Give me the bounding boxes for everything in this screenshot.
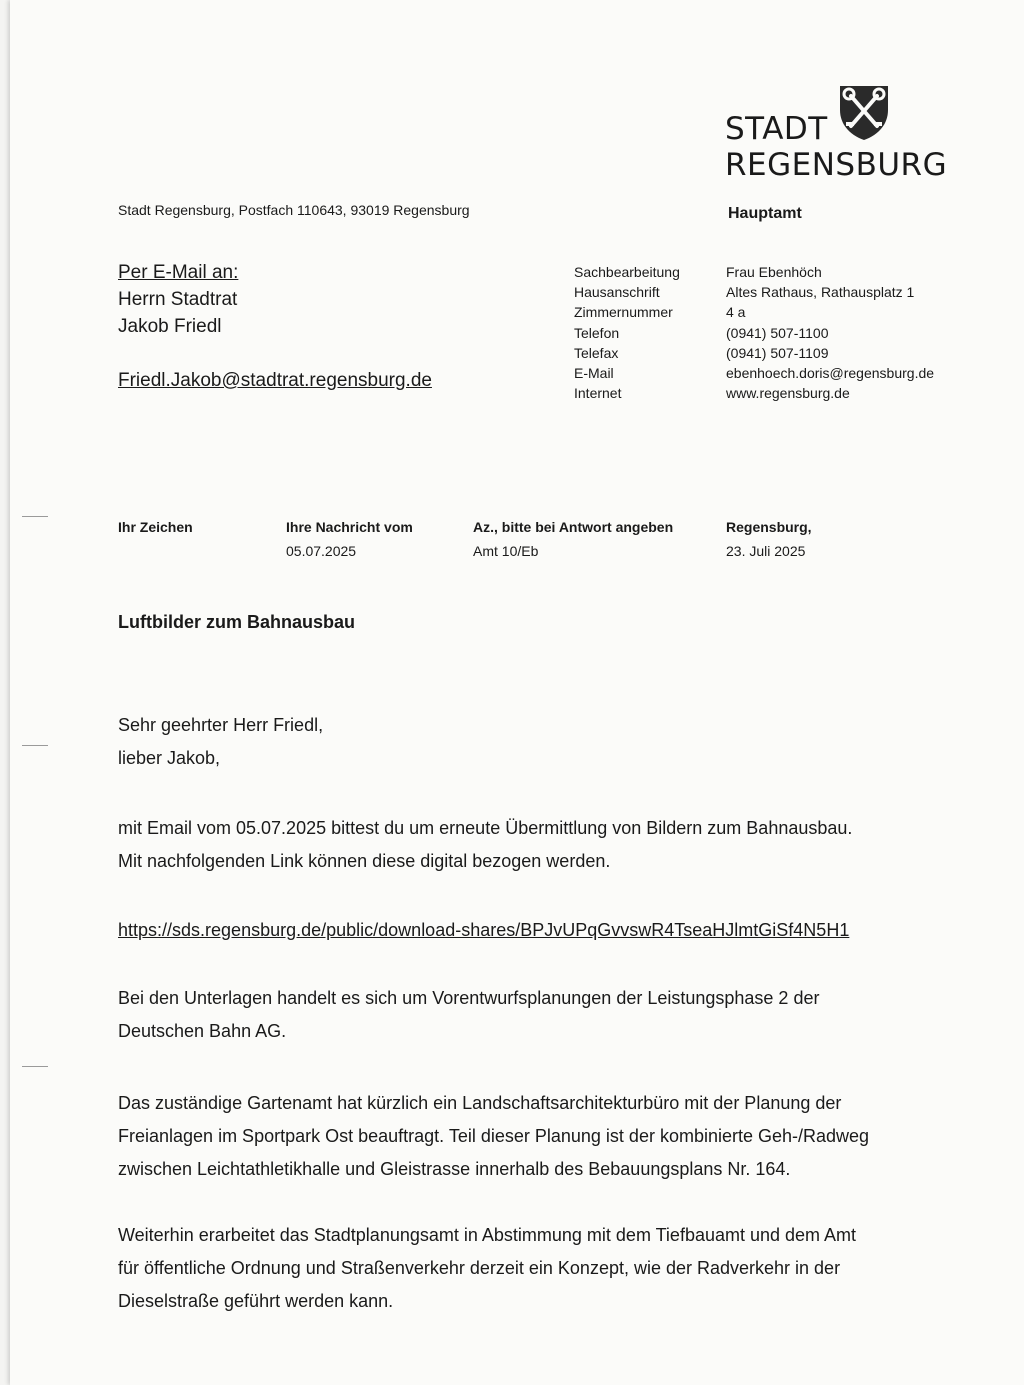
fold-mark xyxy=(22,516,48,517)
paragraph-3-line: Freianlagen im Sportpark Ost beauftragt. Teil dieser Planung ist der kombinierte Geh-/Radweg xyxy=(118,1126,870,1146)
ref-az-label: Az., bitte bei Antwort angeben xyxy=(473,519,674,535)
recipient-email-link[interactable]: Friedl.Jakob@stadtrat.regensburg.de xyxy=(118,370,432,391)
contact-label: Telefon xyxy=(574,324,620,341)
ref-nachricht-date: 05.07.2025 xyxy=(286,543,357,559)
paragraph-3-line: Das zuständige Gartenamt hat kürzlich ein Landschaftsarchitekturbüro mit der Planung der xyxy=(118,1093,842,1113)
paragraph-3-line: zwischen Leichtathletikhalle und Gleistrasse innerhalb des Bebauungsplans Nr. 164. xyxy=(118,1159,791,1179)
contact-label: Sachbearbeitung xyxy=(574,264,680,280)
contact-value-phone: (0941) 507-1100 xyxy=(726,324,829,341)
ref-letter-date: 23. Juli 2025 xyxy=(726,543,806,559)
paragraph-2-line: Bei den Unterlagen handelt es sich um Vorentwurfsplanungen der Leistungsphase 2 der xyxy=(118,988,820,1008)
download-share-link[interactable]: https://sds.regensburg.de/public/download-shares/BPJvUPqGvvswR4TseaHJlmtGiSf4N5H1 xyxy=(118,920,850,940)
letter-page xyxy=(10,0,1024,1385)
contact-value-website[interactable]: www.regensburg.de xyxy=(726,385,850,402)
fold-mark xyxy=(22,1066,48,1067)
contact-label: Zimmernummer xyxy=(574,304,673,321)
contact-label: Telefax xyxy=(574,344,619,361)
department-name: Hauptamt xyxy=(728,205,802,222)
ref-place: Regensburg, xyxy=(726,519,812,535)
salutation-informal: lieber Jakob, xyxy=(118,748,221,768)
fold-mark xyxy=(22,745,48,746)
paragraph-4-line: Dieselstraße geführt werden kann. xyxy=(118,1291,394,1311)
contact-values xyxy=(726,262,934,403)
contact-label: Internet xyxy=(574,385,622,402)
recipient-via: Per E-Mail an: xyxy=(118,262,239,283)
regensburg-seal-icon xyxy=(836,80,892,142)
paragraph-2-line: Deutschen Bahn AG. xyxy=(118,1021,287,1041)
contact-value-room: 4 a xyxy=(726,304,746,321)
paragraph-1-line: mit Email vom 05.07.2025 bittest du um erneute Übermittlung von Bildern zum Bahnausbau. xyxy=(118,818,853,838)
contact-labels xyxy=(574,262,680,403)
paragraph-4-line: für öffentliche Ordnung und Straßenverkehr derzeit ein Konzept, wie der Radverkehr in der xyxy=(118,1258,841,1278)
contact-label: E-Mail xyxy=(574,365,614,382)
contact-label: Hausanschrift xyxy=(574,284,660,301)
paragraph-4-line: Weiterhin erarbeitet das Stadtplanungsamt in Abstimmung mit dem Tiefbauamt und dem Amt xyxy=(118,1225,857,1245)
logo-stadt: STADT xyxy=(725,111,828,147)
contact-value-name: Frau Ebenhöch xyxy=(726,264,822,280)
ref-nachricht-label: Ihre Nachricht vom xyxy=(286,519,413,535)
logo-regensburg: REGENSBURG xyxy=(725,147,948,183)
letter-subject: Luftbilder zum Bahnausbau xyxy=(118,612,356,632)
contact-value-address: Altes Rathaus, Rathausplatz 1 xyxy=(726,284,915,301)
salutation-formal: Sehr geehrter Herr Friedl, xyxy=(118,715,324,735)
ref-az-value: Amt 10/Eb xyxy=(473,543,539,559)
recipient-title: Herrn Stadtrat xyxy=(118,289,238,310)
ref-ihr-zeichen-label: Ihr Zeichen xyxy=(118,519,193,535)
contact-value-fax: (0941) 507-1109 xyxy=(726,344,829,361)
contact-value-email[interactable]: ebenhoech.doris@regensburg.de xyxy=(726,365,935,382)
recipient-name: Jakob Friedl xyxy=(118,316,222,337)
return-address: Stadt Regensburg, Postfach 110643, 93019 Regensburg xyxy=(118,202,470,218)
paragraph-1-line: Mit nachfolgenden Link können diese digital bezogen werden. xyxy=(118,851,611,871)
